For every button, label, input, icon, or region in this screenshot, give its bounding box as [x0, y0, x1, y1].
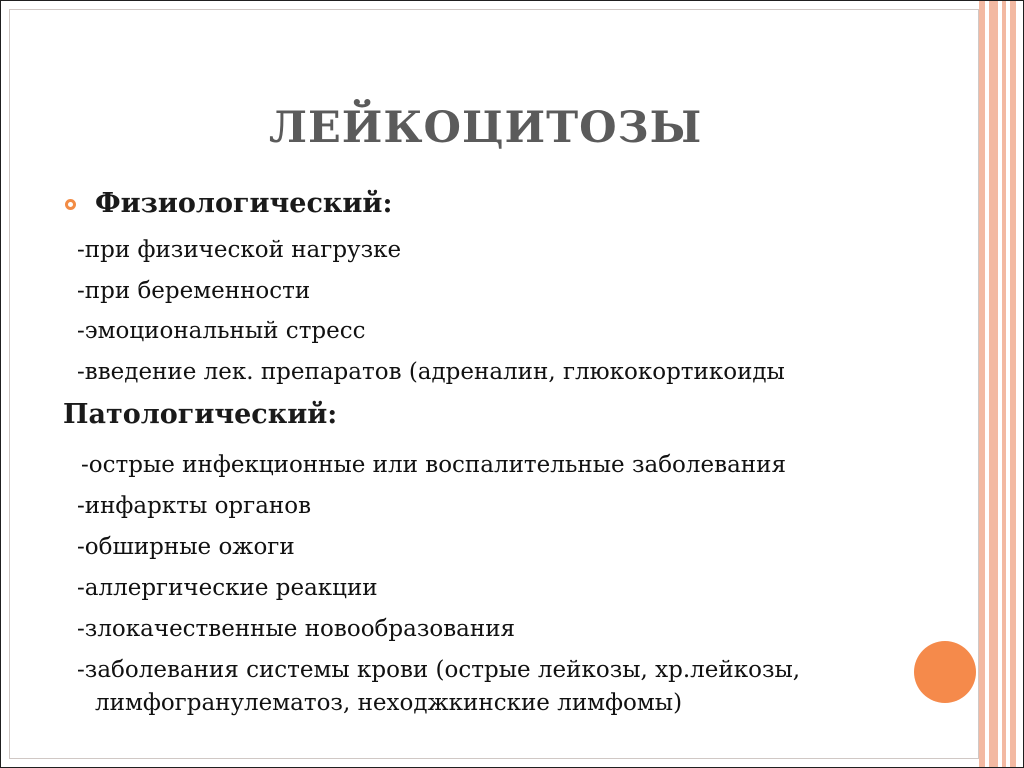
list-item: -заболевания системы крови (острые лейкозы, хр.лейкозы, — [77, 657, 801, 683]
physiological-heading: Физиологический: — [95, 188, 393, 219]
list-item: -острые инфекционные или воспалительные заболевания — [81, 452, 786, 478]
stripe — [989, 1, 998, 767]
decorative-stripes — [979, 1, 1023, 767]
decorative-circle — [914, 641, 976, 703]
list-item: -эмоциональный стресс — [77, 318, 366, 344]
stripe — [979, 1, 985, 767]
list-item: -при беременности — [77, 278, 311, 304]
list-item: -обширные ожоги — [77, 534, 295, 560]
slide-title: ЛЕЙКОЦИТОЗЫ — [269, 103, 703, 153]
list-item: -при физической нагрузке — [77, 237, 402, 263]
list-item: -инфаркты органов — [77, 493, 312, 519]
bullet-ring-icon — [65, 199, 76, 210]
stripe — [1002, 1, 1006, 767]
list-item: -введение лек. препаратов (адреналин, глюкокортикоиды — [77, 359, 785, 385]
list-item: -злокачественные новообразования — [77, 616, 516, 642]
list-item: -аллергические реакции — [77, 575, 378, 601]
pathological-heading: Патологический: — [63, 399, 338, 430]
list-item-continuation: лимфогранулематоз, неходжкинские лимфомы) — [95, 690, 683, 716]
stripe — [1010, 1, 1016, 767]
